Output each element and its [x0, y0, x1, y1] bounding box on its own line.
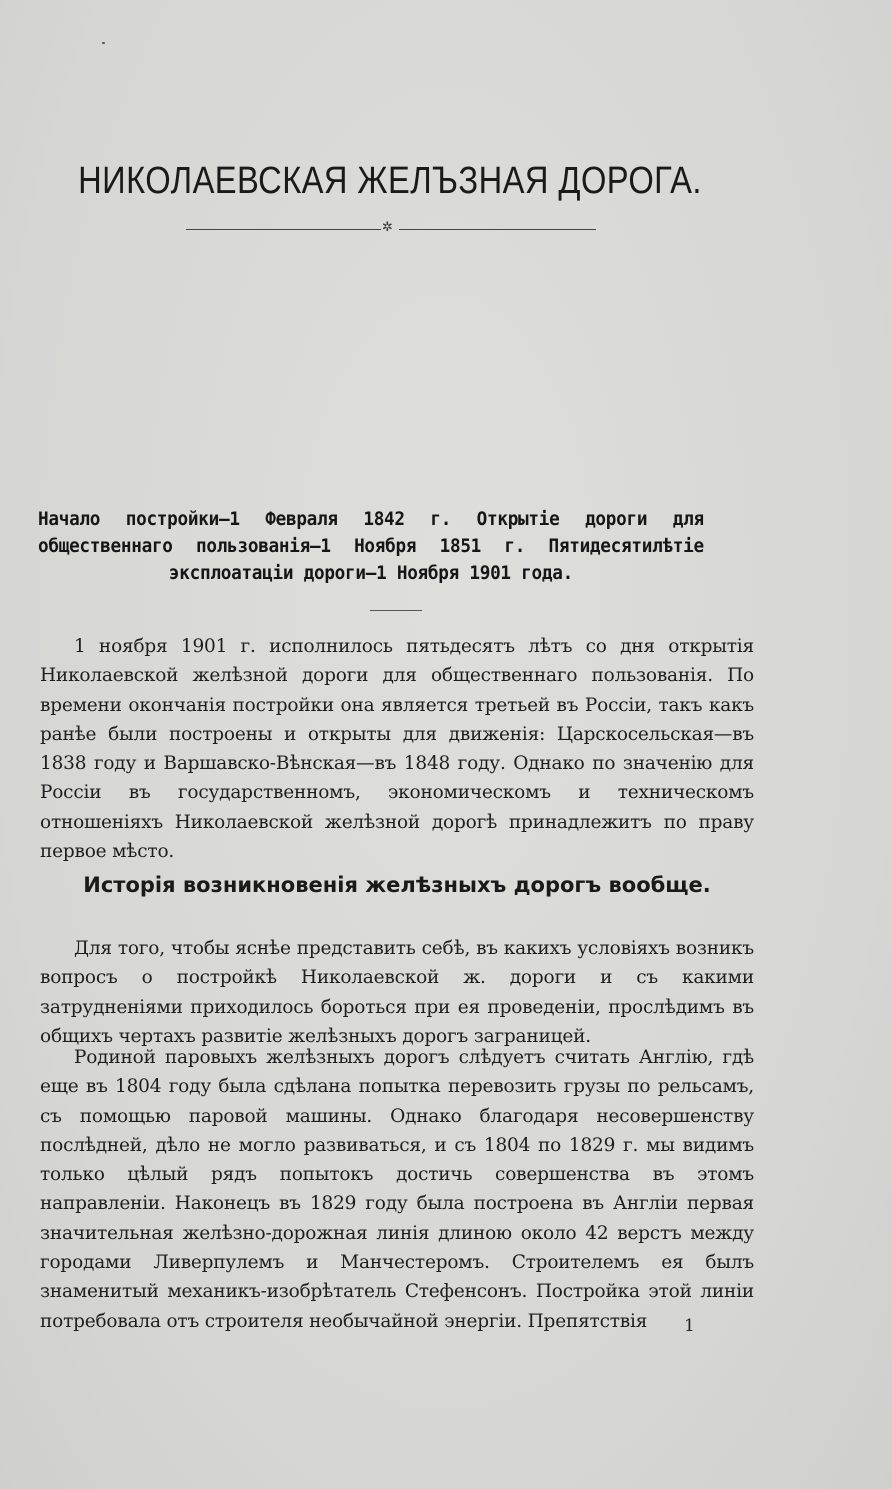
section-heading: Исторія возникновенія желѣзныхъ дорогъ вообще.: [83, 873, 711, 897]
page-title: НИКОЛАЕВСКАЯ ЖЕЛЪЗНАЯ ДОРОГА.: [78, 160, 702, 202]
page-number: 1: [684, 1316, 695, 1336]
dates-summary: Начало постройки—1 Февраля 1842 г. Открытіе дороги для общественнаго пользованія—1 Ноября 1851 г. Пятидесятилѣтіе эксплоатаціи дороги—1 Ноября 1901 года.: [38, 508, 704, 584]
ornament-line-left: [186, 229, 381, 230]
body-paragraph: Родиной паровыхъ желѣзныхъ дорогъ слѣдуетъ считать Англію, гдѣ еще въ 1804 году была сдѣлана попытка перевозить грузы по рельсамъ, съ помощью паровой машины. Однако благодаря несовершенству послѣдней, дѣло не могло развиваться, и съ 1804 по 1829 г. мы видимъ только цѣлый рядъ попытокъ достичь совершенства въ этомъ направленіи. Наконецъ въ 1829 году была построена въ Англіи первая значительная желѣзно-дорожная линія длиною около 42 верстъ между городами Ливерпулемъ и Манчестеромъ. Строителемъ ея былъ знаменитый механикъ-изобрѣтатель Стефенсонъ. Постройка этой линіи потребовала отъ строителя необычайной энергіи. Препятствія: [40, 1047, 754, 1332]
asterisk-icon: ✲: [382, 220, 393, 235]
section-divider: [370, 610, 422, 611]
body-paragraph: Для того, чтобы яснѣе представить себѣ, въ какихъ условіяхъ возникъ вопросъ о постройкѣ Николаевской ж. дороги и съ какими затрудненіями приходилось бороться при ея проведеніи, прослѣдимъ въ общихъ чертахъ развитіе желѣзныхъ дорогъ заграницей.: [40, 938, 754, 1047]
print-speck: [102, 42, 105, 44]
ornament-line-right: [399, 229, 596, 230]
intro-paragraph: 1 ноября 1901 г. исполнилось пятьдесятъ лѣтъ со дня открытія Николаевской желѣзной дороги для общественнаго пользованія. По времени окончанія постройки она является третьей въ Россіи, такъ какъ ранѣе были построены и открыты для движенія: Царскосельская—въ 1838 году и Варшавско-Вѣнская—въ 1848 году. Однако по значенію для Россіи въ государственномъ, экономическомъ и техническомъ отношеніяхъ Николаевской желѣзной дорогѣ принадлежитъ по праву первое мѣсто.: [40, 636, 754, 863]
title-ornament: [186, 220, 596, 236]
